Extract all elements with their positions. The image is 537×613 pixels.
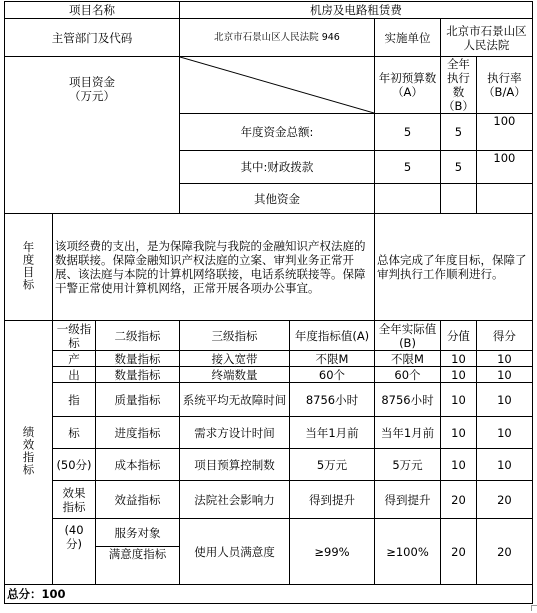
col-score-header: 分值 (441, 321, 477, 351)
col-budget-header: 年初预算数（A） (375, 57, 441, 114)
got-cell: 20 (476, 481, 532, 519)
target-cell: 8756小时 (290, 383, 375, 417)
l1-effect-line: 效果 (62, 485, 86, 500)
annual-goal-label-text: 年度目标 (21, 240, 36, 291)
actual-cell: 不限M (375, 351, 441, 367)
target-cell: ≥99% (290, 519, 375, 585)
l1-effect-line: 指标 (62, 499, 86, 514)
actual-cell: 当年1月前 (375, 417, 441, 449)
l1-effect-score-text: (40分) (64, 523, 84, 551)
score-cell: 10 (441, 449, 477, 481)
l3-cell: 使用人员满意度 (180, 519, 290, 585)
score-cell: 20 (441, 481, 477, 519)
actual-cell: 得到提升 (375, 481, 441, 519)
col-l1-header: 一级指标 (53, 321, 96, 351)
fund-row-label: 年度资金总额: (180, 114, 375, 151)
perf-indicators-label-text: 绩效指标 (21, 426, 36, 476)
l3-cell: 系统平均无故障时间 (180, 383, 290, 417)
l2-cell: 质量指标 (96, 383, 180, 417)
l3-cell: 接入宽带 (180, 351, 290, 367)
col-l2-header: 二级指标 (96, 321, 180, 351)
target-cell: 当年1月前 (290, 417, 375, 449)
col-exec-header: 全年执行数（B） (441, 57, 477, 114)
actual-cell: 5万元 (375, 449, 441, 481)
project-name-label: 项目名称 (5, 2, 180, 19)
l3-cell: 项目预算控制数 (180, 449, 290, 481)
actual-cell: ≥100% (375, 519, 441, 585)
l1-output-char: (50分) (53, 449, 96, 481)
l1-output-char: 标 (53, 417, 96, 449)
l2-cell: 进度指标 (96, 417, 180, 449)
funds-label-text: 项目资金（万元） (69, 75, 115, 103)
performance-table (4, 1, 533, 604)
l2-cell: 满意度指标 (96, 547, 180, 585)
got-cell: 10 (476, 383, 532, 417)
fund-exec: 5 (441, 151, 477, 184)
fund-budget (375, 184, 441, 214)
fund-row-label: 其中:财政拨款 (180, 151, 375, 184)
annual-goal-label (5, 214, 53, 321)
actual-cell: 8756小时 (375, 383, 441, 417)
got-cell: 20 (476, 519, 532, 585)
l1-effect-label (53, 481, 96, 519)
col-got-header: 得分 (476, 321, 532, 351)
score-cell: 10 (441, 383, 477, 417)
project-name-value: 机房及电路租赁费 (180, 2, 533, 19)
diagonal-line (180, 57, 374, 113)
l2-cell: 成本指标 (96, 449, 180, 481)
got-cell: 10 (476, 367, 532, 383)
l1-output-char: 产 (53, 351, 96, 367)
perf-indicators-label (5, 321, 53, 585)
got-cell: 10 (476, 417, 532, 449)
score-cell: 10 (441, 367, 477, 383)
fund-row-label: 其他资金 (180, 184, 375, 214)
impl-unit-label: 实施单位 (375, 19, 441, 57)
fund-budget: 5 (375, 151, 441, 184)
resize-grip (531, 605, 537, 611)
funds-label (5, 57, 180, 214)
target-cell: 得到提升 (290, 481, 375, 519)
fund-rate (476, 184, 532, 214)
l2-cell: 效益指标 (96, 481, 180, 519)
impl-unit-value: 北京市石景山区人民法院 (441, 19, 533, 57)
diagonal-header-cell (180, 57, 375, 114)
got-cell: 10 (476, 449, 532, 481)
l2-cell: 服务对象 (96, 519, 180, 547)
fund-exec (441, 184, 477, 214)
score-cell: 10 (441, 417, 477, 449)
l3-cell: 需求方设计时间 (180, 417, 290, 449)
target-cell: 60个 (290, 367, 375, 383)
annual-goal-plan: 该项经费的支出，是为保障我院与我院的金融知识产权法庭的数据联接。保障金融知识产权法庭的立案、审判业务正常开展、该法庭与本院的计算机网络联接，电话系统联接等。保障干警正常使用计算机网络，正常开展各项办公事宜。 (53, 214, 375, 321)
l1-effect-score (53, 519, 96, 585)
actual-cell: 60个 (375, 367, 441, 383)
score-cell: 20 (441, 519, 477, 585)
l2-cell: 数量指标 (96, 367, 180, 383)
fund-rate: 100 (476, 114, 532, 151)
l3-cell: 终端数量 (180, 367, 290, 383)
col-target-header: 年度指标值(A) (290, 321, 375, 351)
fund-budget: 5 (375, 114, 441, 151)
l1-output-char: 指 (53, 383, 96, 417)
total-score: 总分：100 (5, 585, 533, 604)
l3-cell: 法院社会影响力 (180, 481, 290, 519)
target-cell: 不限M (290, 351, 375, 367)
col-l3-header: 三级指标 (180, 321, 290, 351)
dept-value: 北京市石景山区人民法院 946 (180, 19, 375, 57)
l1-output-char: 出 (53, 367, 96, 383)
col-actual-header: 全年实际值(B) (375, 321, 441, 351)
l2-cell: 数量指标 (96, 351, 180, 367)
score-cell: 10 (441, 351, 477, 367)
fund-rate: 100 (476, 151, 532, 184)
dept-label: 主管部门及代码 (5, 19, 180, 57)
fund-exec: 5 (441, 114, 477, 151)
annual-goal-result: 总体完成了年度目标，保障了审判执行工作顺利进行。 (375, 214, 533, 321)
target-cell: 5万元 (290, 449, 375, 481)
got-cell: 10 (476, 351, 532, 367)
col-rate-header: 执行率（B/A） (476, 57, 532, 114)
